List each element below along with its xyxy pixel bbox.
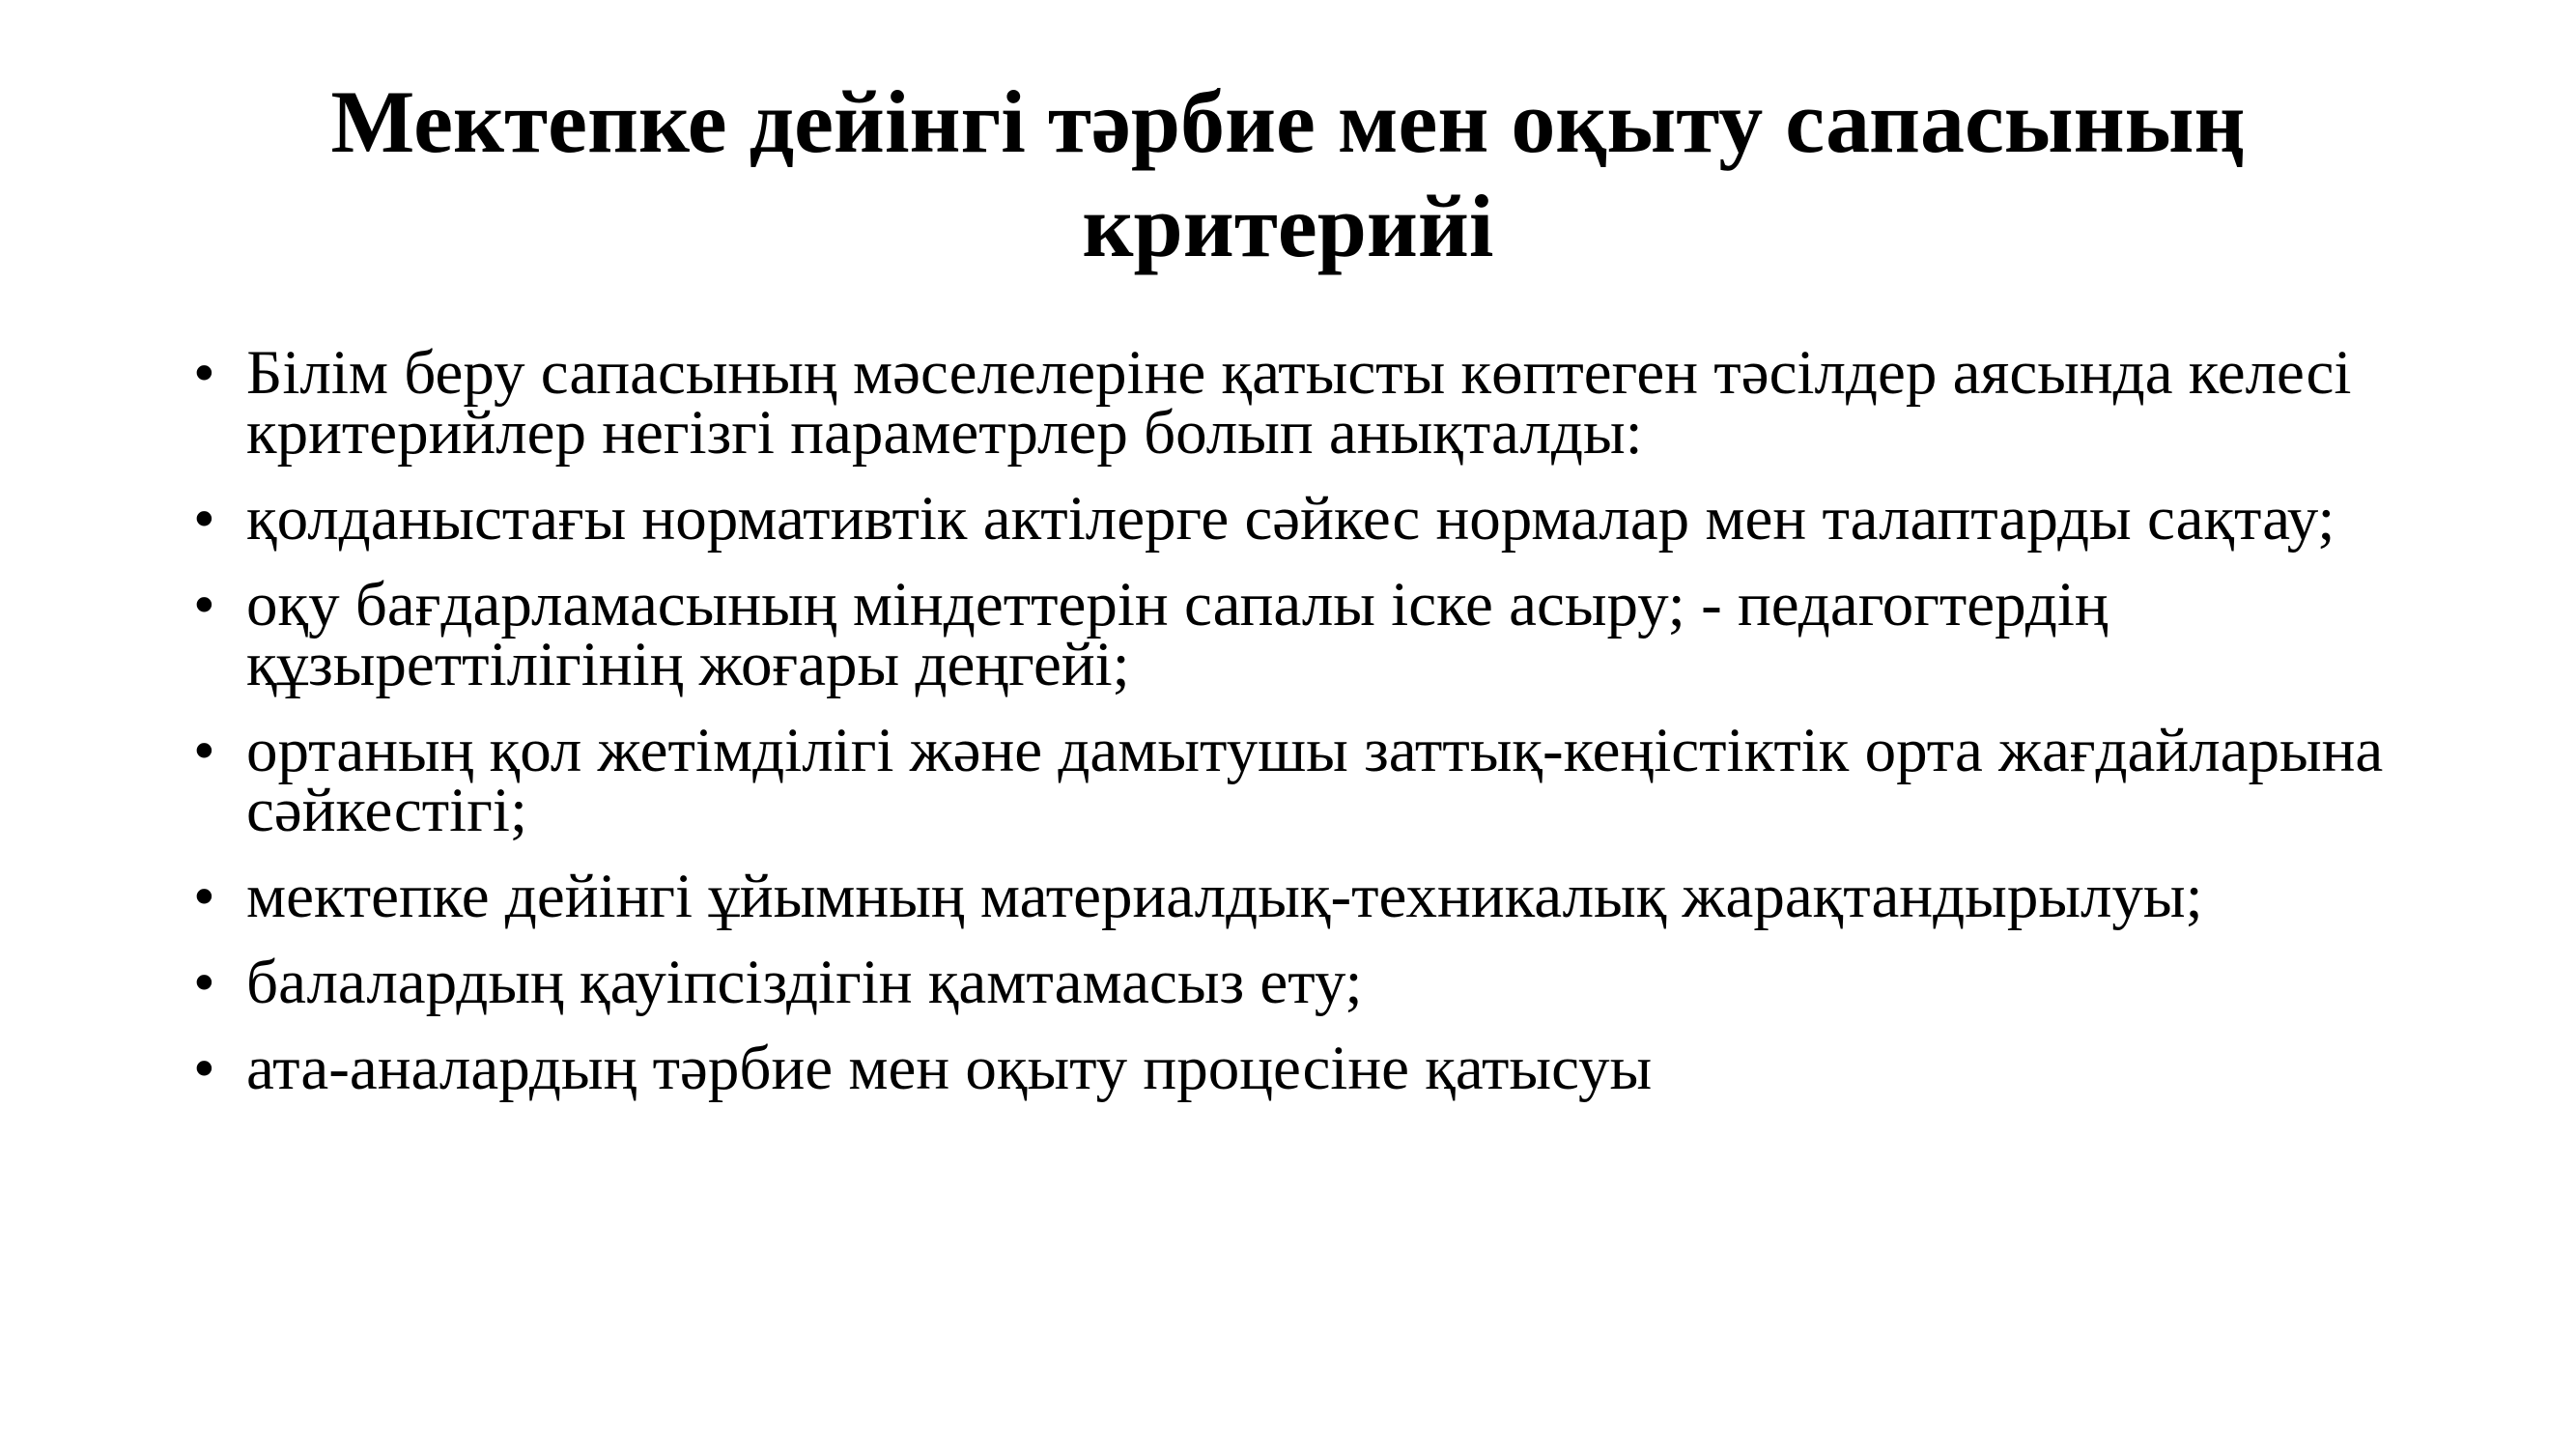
list-item-text: мектепке дейінгі ұйымның материалдық-техникалық жарақтандырылуы; bbox=[246, 862, 2203, 931]
list-item-text: балалардың қауіпсіздігін қамтамасыз ету; bbox=[246, 948, 1363, 1017]
list-item bbox=[193, 862, 2415, 931]
list-item-text: ортаның қол жетімділігі және дамытушы заттық-кеңістіктік орта жағдайларына сәйкестігі; bbox=[246, 716, 2384, 845]
list-item bbox=[193, 338, 2415, 468]
list-item-text: Білім беру сапасының мәселелеріне қатысты көптеген тәсілдер аясында келесі критерийлер негізгі параметрлер болып анықталды: bbox=[246, 338, 2352, 468]
bullet-icon: • bbox=[193, 484, 215, 554]
list-item bbox=[193, 1034, 2415, 1103]
bullet-icon: • bbox=[193, 570, 215, 639]
bullet-icon: • bbox=[193, 948, 215, 1017]
slide-title: Мектепке дейінгі тәрбие мен оқыту сапасының критерийі bbox=[330, 72, 2246, 275]
bullet-icon: • bbox=[193, 862, 215, 931]
list-item-text: ата-аналардың тәрбие мен оқыту процесіне қатысуы bbox=[246, 1034, 1653, 1103]
list-item bbox=[193, 948, 2415, 1017]
list-item bbox=[193, 716, 2415, 845]
list-item bbox=[193, 484, 2415, 554]
list-item-text: оқу бағдарламасының міндеттерін сапалы іске асыру; - педагогтердің құзыреттілігінің жоғары деңгейі; bbox=[246, 570, 2109, 699]
list-item-text: қолданыстағы нормативтік актілерге сәйкес нормалар мен талаптарды сақтау; bbox=[246, 484, 2335, 554]
bullet-icon: • bbox=[193, 338, 215, 408]
bullet-icon: • bbox=[193, 716, 215, 785]
bullet-list bbox=[193, 338, 2415, 1124]
list-item bbox=[193, 570, 2415, 699]
bullet-icon: • bbox=[193, 1034, 215, 1103]
